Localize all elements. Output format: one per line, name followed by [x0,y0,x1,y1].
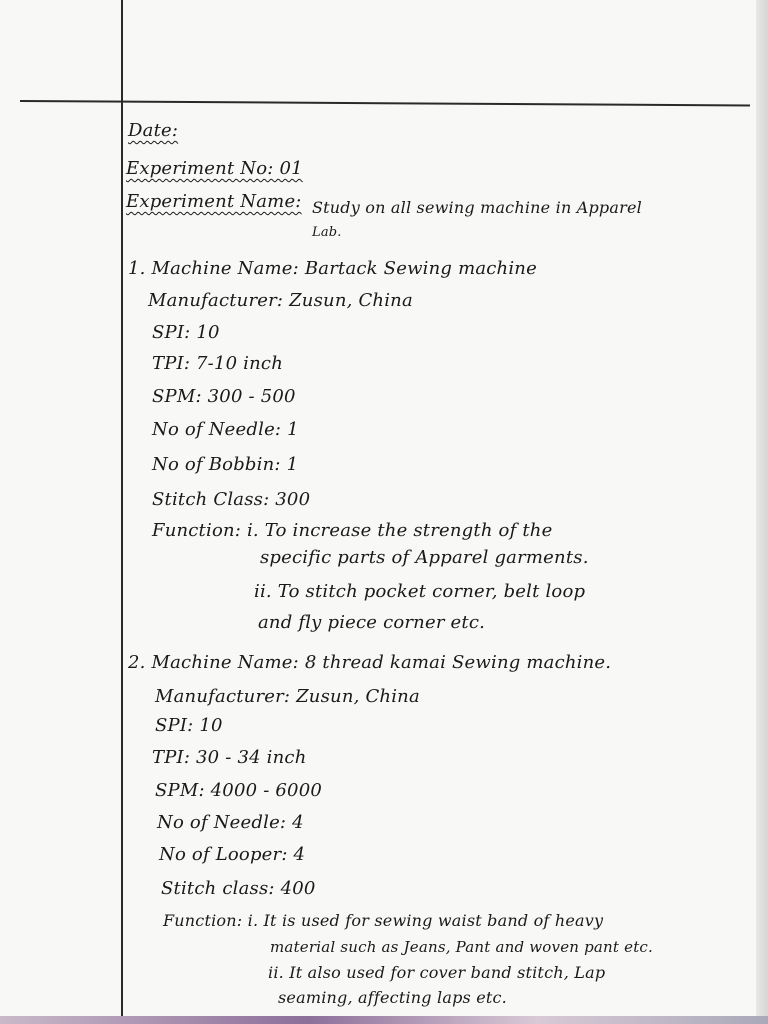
machine2-looper: No of Looper: 4 [159,844,306,865]
machine1-manufacturer: Manufacturer: Zusun, China [148,290,413,311]
experiment-no: Experiment No: 01 [126,158,303,179]
machine2-spi: SPI: 10 [155,715,223,736]
machine2-tpi: TPI: 30 - 34 inch [152,747,307,768]
machine1-needle: No of Needle: 1 [152,419,299,440]
page-edge [756,0,768,1024]
machine1-bobbin: No of Bobbin: 1 [152,454,299,475]
machine1-name: 1. Machine Name: Bartack Sewing machine [128,258,537,279]
experiment-name-value: Study on all sewing machine in Apparel [312,198,642,217]
bottom-edge-strip [0,1016,768,1024]
experiment-name-label: Experiment Name: [126,191,302,212]
margin-line [121,0,123,1024]
machine2-function-1a: Function: i. It is used for sewing waist band of heavy [163,911,604,930]
experiment-name-value-cont: Lab. [312,225,342,240]
machine2-needle: No of Needle: 4 [157,812,304,833]
machine2-function-2a: ii. It also used for cover band stitch, Lap [268,963,606,982]
machine2-stitch-class: Stitch class: 400 [161,878,316,899]
machine2-function-2b: seaming, affecting laps etc. [278,988,507,1007]
machine1-function-1a: Function: i. To increase the strength of the [152,520,553,541]
machine1-function-1b: specific parts of Apparel garments. [260,547,589,568]
header-rule [20,100,750,106]
machine1-spi: SPI: 10 [152,322,220,343]
machine1-tpi: TPI: 7-10 inch [152,353,283,374]
machine1-function-2a: ii. To stitch pocket corner, belt loop [254,581,586,602]
machine2-manufacturer: Manufacturer: Zusun, China [155,686,420,707]
machine1-function-2b: and fly piece corner etc. [258,612,486,633]
machine2-function-1b: material such as Jeans, Pant and woven pant etc. [270,938,653,956]
date-label: Date: [128,120,179,141]
machine2-name: 2. Machine Name: 8 thread kamai Sewing machine. [128,652,612,673]
machine1-stitch-class: Stitch Class: 300 [152,489,311,510]
machine2-spm: SPM: 4000 - 6000 [155,780,323,801]
machine1-spm: SPM: 300 - 500 [152,386,296,407]
